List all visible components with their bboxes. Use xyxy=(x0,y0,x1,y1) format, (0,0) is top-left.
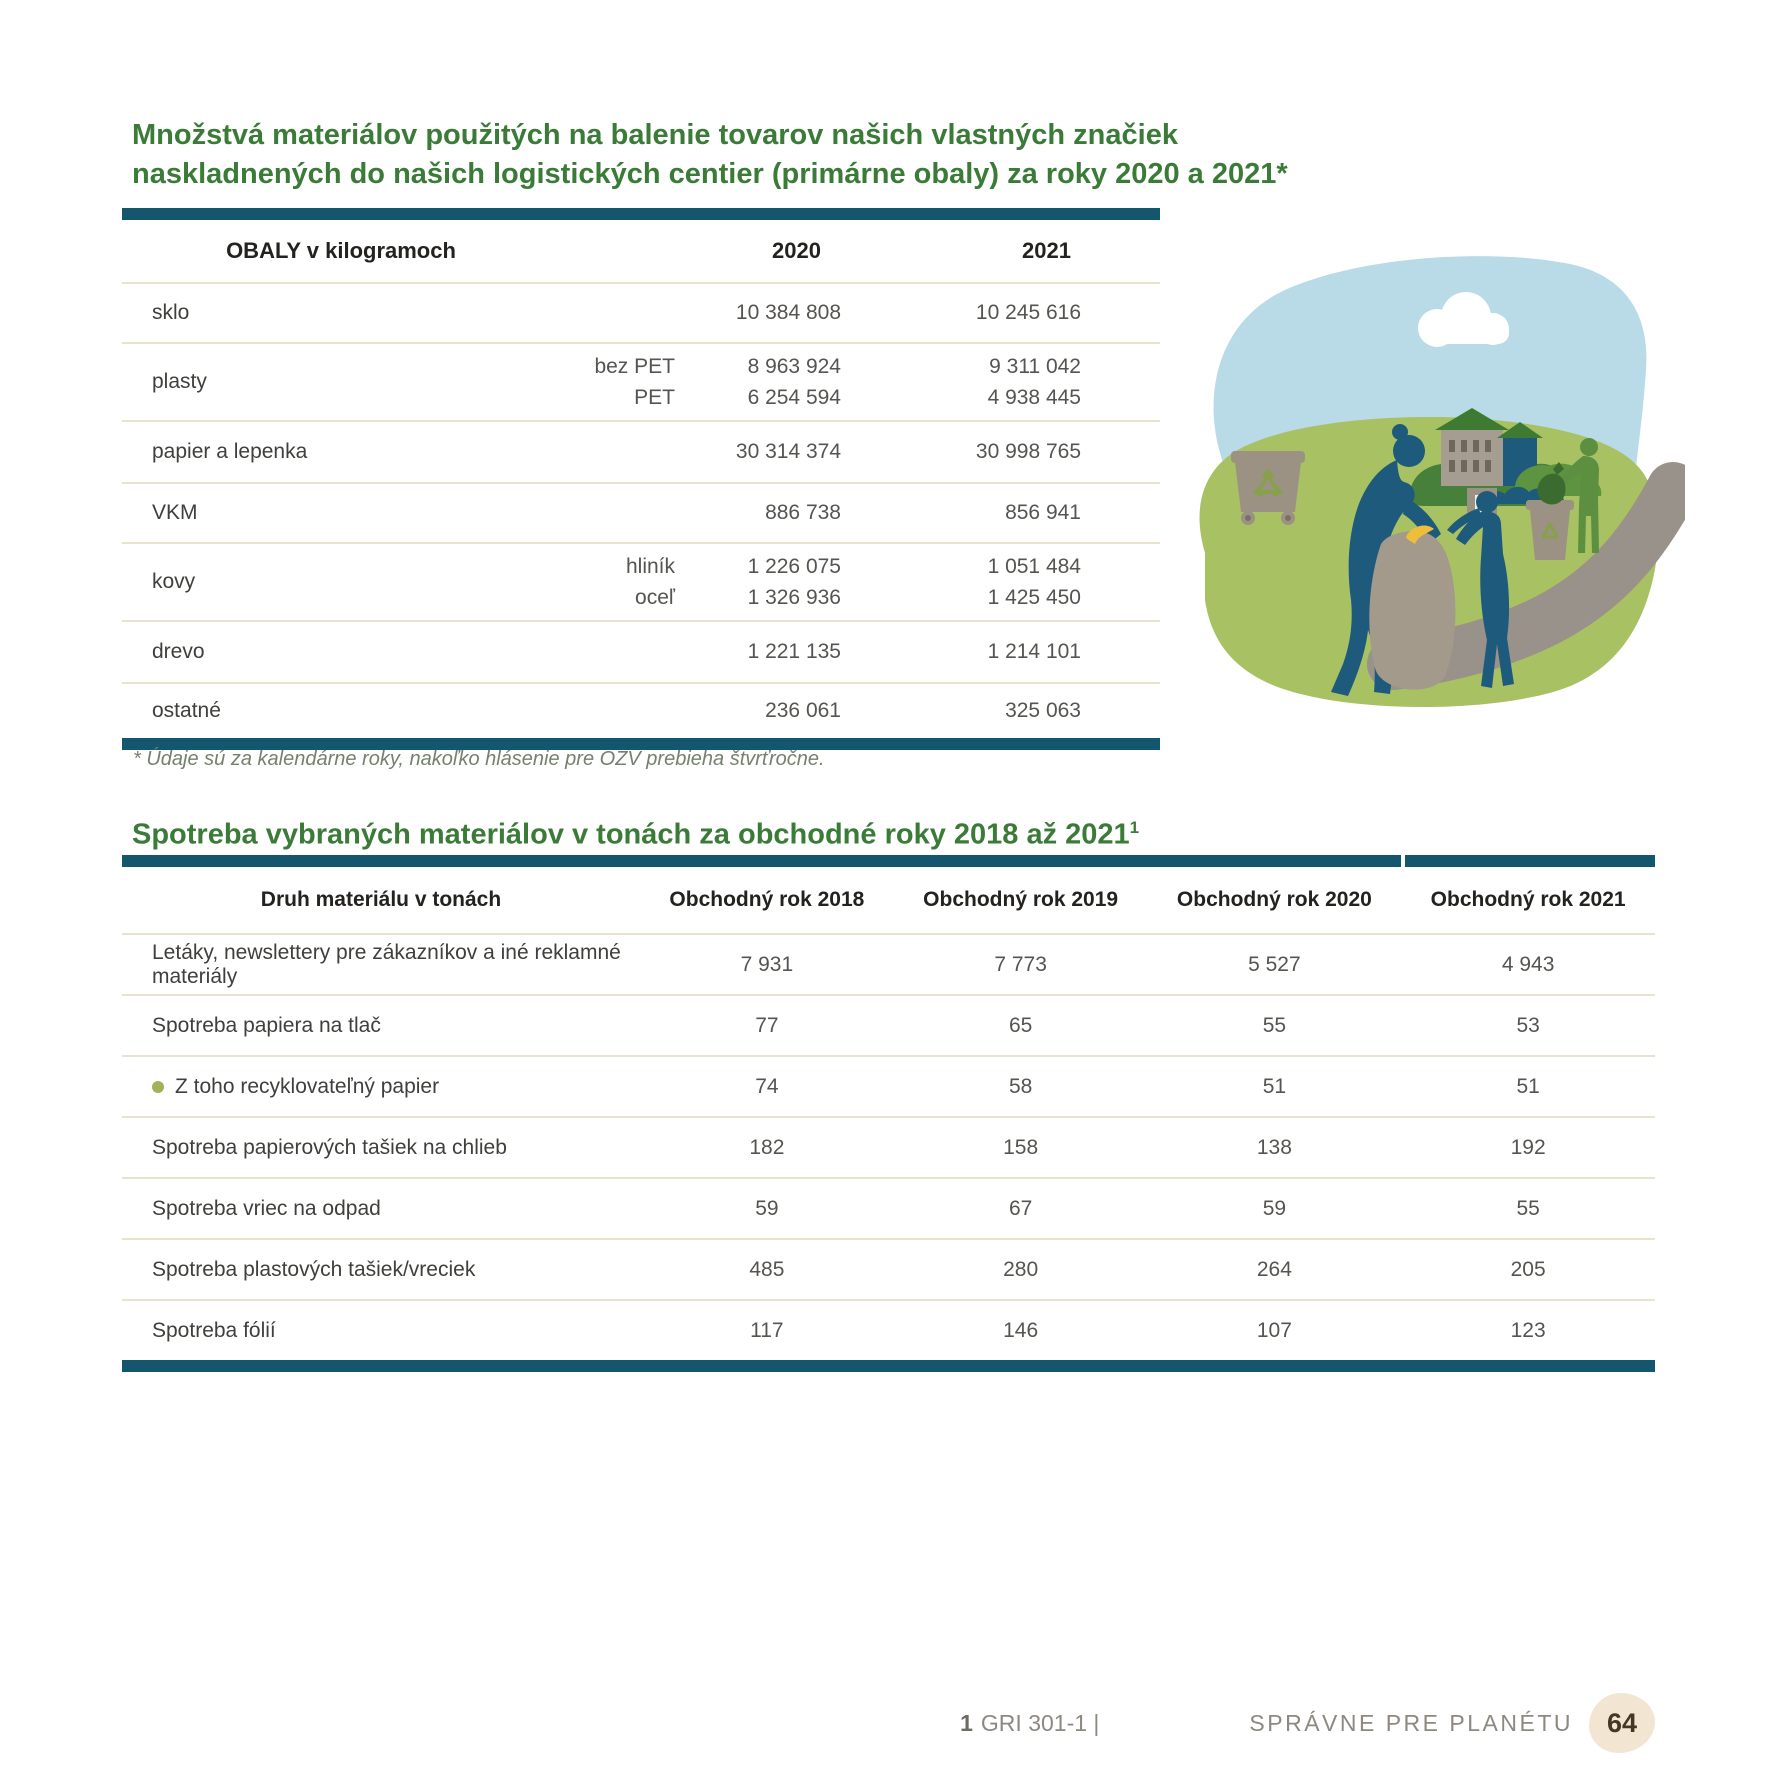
table-row xyxy=(122,284,1160,344)
recycling-illustration xyxy=(1185,248,1685,723)
value-2021: 30 998 765 xyxy=(975,440,1081,463)
value-2020: 1 326 936 xyxy=(747,585,841,609)
page-footer xyxy=(960,1692,1655,1754)
material-label: Spotreba vriec na odpad xyxy=(152,1196,381,1220)
packaging-table-title xyxy=(132,116,1288,194)
packaging-title-line2: naskladnených do našich logistických centier (primárne obaly) za roky 2020 a 2021* xyxy=(132,158,1288,190)
value-2020: 886 738 xyxy=(765,501,841,524)
value-2018: 117 xyxy=(750,1318,784,1342)
value-2021: 53 xyxy=(1516,1013,1540,1037)
packaging-table xyxy=(122,208,1160,750)
table-row xyxy=(122,935,1655,996)
value-2021: 4 938 445 xyxy=(987,385,1081,409)
section-title: SPRÁVNE PRE PLANÉTU xyxy=(1249,1709,1573,1736)
table-row xyxy=(122,422,1160,484)
value-2019: 7 773 xyxy=(994,952,1047,976)
table-top-rule xyxy=(122,855,1655,867)
table-row xyxy=(122,684,1160,738)
table-top-rule xyxy=(122,208,1160,220)
value-2020: 6 254 594 xyxy=(747,385,841,409)
value-2018: 59 xyxy=(755,1196,779,1220)
material-sublabel: PET xyxy=(634,385,675,409)
value-2018: 74 xyxy=(755,1074,779,1098)
material-label: plasty xyxy=(152,370,207,393)
value-2021: 4 943 xyxy=(1501,952,1555,976)
value-2021: 9 311 042 xyxy=(989,354,1081,378)
value-2020: 138 xyxy=(1256,1135,1292,1159)
table-row xyxy=(122,344,1160,422)
value-2018: 7 931 xyxy=(740,952,794,976)
material-sublabel: oceľ xyxy=(635,585,675,609)
material-label: VKM xyxy=(152,501,198,524)
value-2019: 280 xyxy=(1003,1257,1039,1281)
value-2020: 8 963 924 xyxy=(747,354,841,378)
value-2021: 51 xyxy=(1516,1074,1540,1098)
header-year-2021: Obchodný rok 2021 xyxy=(1430,888,1626,911)
header-material-type: Druh materiálu v tonách xyxy=(260,888,502,911)
table-row xyxy=(122,1240,1655,1301)
footnote-reference-superscript: 1 xyxy=(1129,818,1140,837)
material-label: ostatné xyxy=(152,699,221,722)
value-2019: 158 xyxy=(1003,1135,1039,1159)
header-obaly: OBALY v kilogramoch xyxy=(226,238,456,263)
consumption-table-header-row xyxy=(122,867,1655,935)
value-2021: 856 941 xyxy=(1005,501,1081,524)
value-2019: 65 xyxy=(1008,1013,1033,1037)
value-2021: 123 xyxy=(1510,1318,1546,1342)
consumption-title-text: Spotreba vybraných materiálov v tonách za obchodné roky 2018 až 2021 xyxy=(132,818,1130,851)
table-row xyxy=(122,1179,1655,1240)
value-2021: 325 063 xyxy=(1005,699,1081,722)
table-row xyxy=(122,996,1655,1057)
value-2021: 1 425 450 xyxy=(987,585,1081,609)
value-2020: 5 527 xyxy=(1248,952,1301,976)
packaging-title-line1: Množstvá materiálov použitých na balenie tovarov našich vlastných značiek xyxy=(132,119,1178,151)
material-label: Letáky, newslettery pre zákazníkov a iné reklamné materiály xyxy=(152,940,621,988)
material-label: Spotreba plastových tašiek/vreciek xyxy=(152,1257,476,1281)
header-year-2020: Obchodný rok 2020 xyxy=(1176,888,1372,911)
material-label: kovy xyxy=(152,570,196,593)
material-sublabel: bez PET xyxy=(594,354,675,378)
gri-reference: GRI 301-1 | xyxy=(980,1709,1100,1736)
value-2021: 192 xyxy=(1510,1135,1546,1159)
value-2019: 58 xyxy=(1008,1074,1033,1098)
value-2021: 1 051 484 xyxy=(987,554,1081,578)
olive-bullet-icon xyxy=(152,1081,164,1093)
value-2018: 182 xyxy=(749,1135,785,1159)
value-2020: 264 xyxy=(1256,1257,1292,1281)
material-label xyxy=(122,1075,640,1099)
material-label: sklo xyxy=(152,301,190,324)
consumption-table-title xyxy=(132,808,1139,855)
material-label-text: Z toho recyklovateľný papier xyxy=(175,1074,440,1098)
page-number-badge xyxy=(1589,1693,1655,1753)
table-row xyxy=(122,1301,1655,1360)
value-2020: 1 226 075 xyxy=(747,554,841,578)
page-number: 64 xyxy=(1606,1707,1638,1738)
value-2019: 146 xyxy=(1003,1318,1039,1342)
consumption-table xyxy=(122,855,1655,1372)
header-year-2018: Obchodný rok 2018 xyxy=(669,888,865,911)
table-row xyxy=(122,622,1160,684)
value-2021: 10 245 616 xyxy=(975,301,1081,324)
material-label: papier a lepenka xyxy=(152,440,308,463)
header-year-2019: Obchodný rok 2019 xyxy=(923,888,1119,911)
table-row xyxy=(122,484,1160,544)
footnote-number: 1 xyxy=(960,1709,973,1736)
value-2021: 1 214 101 xyxy=(987,640,1081,663)
table-row xyxy=(122,544,1160,622)
material-label: Spotreba fólií xyxy=(152,1318,276,1342)
material-label: Spotreba papiera na tlač xyxy=(152,1013,381,1037)
table-row xyxy=(122,1057,1655,1118)
table-footnote: * Údaje sú za kalendárne roky, nakoľko hlásenie pre OZV prebieha štvrťročne. xyxy=(133,748,825,770)
table-bottom-rule xyxy=(122,1360,1655,1372)
value-2020: 55 xyxy=(1262,1013,1287,1037)
header-2021: 2021 xyxy=(1022,238,1071,263)
value-2020: 10 384 808 xyxy=(735,301,841,324)
value-2020: 51 xyxy=(1262,1074,1287,1098)
value-2018: 77 xyxy=(755,1013,779,1037)
trash-bag xyxy=(1369,531,1455,690)
packaging-table-header-row xyxy=(122,220,1160,284)
material-label: Spotreba papierových tašiek na chlieb xyxy=(152,1135,507,1159)
value-2018: 485 xyxy=(749,1257,785,1281)
value-2021: 205 xyxy=(1510,1257,1546,1281)
table-row xyxy=(122,1118,1655,1179)
material-sublabel: hliník xyxy=(625,554,675,578)
value-2020: 30 314 374 xyxy=(735,440,841,463)
header-2020: 2020 xyxy=(772,238,821,263)
value-2020: 107 xyxy=(1256,1318,1292,1342)
value-2019: 67 xyxy=(1008,1196,1033,1220)
value-2020: 236 061 xyxy=(765,699,841,722)
value-2021: 55 xyxy=(1516,1196,1540,1220)
value-2020: 1 221 135 xyxy=(747,640,841,663)
value-2020: 59 xyxy=(1262,1196,1287,1220)
material-label: drevo xyxy=(152,640,205,663)
